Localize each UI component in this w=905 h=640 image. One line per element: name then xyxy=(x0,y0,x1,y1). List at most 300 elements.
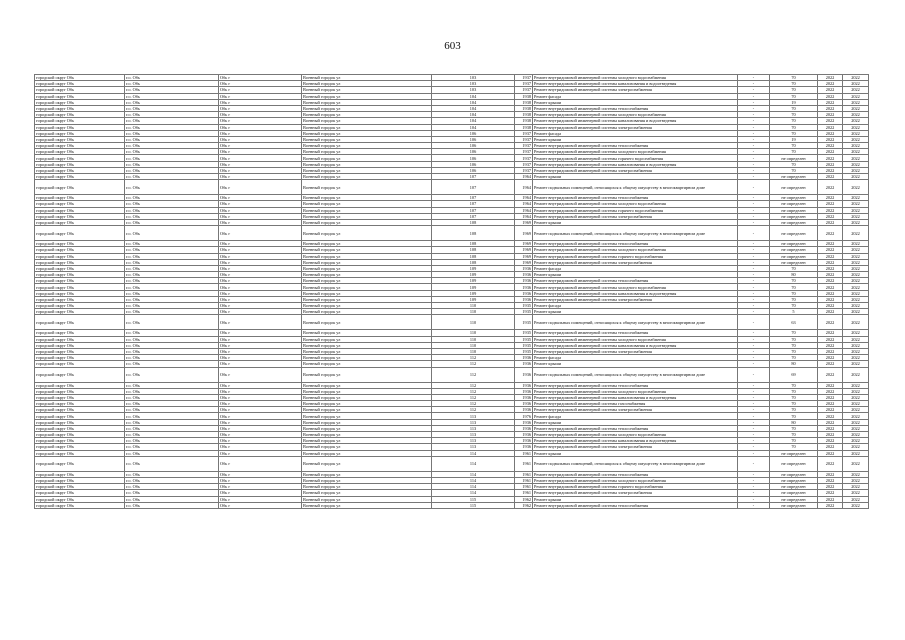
cell-term: 70 xyxy=(770,342,818,348)
cell-end: 2022 xyxy=(843,75,869,81)
cell-end: 2022 xyxy=(843,226,869,241)
cell-dash: - xyxy=(738,213,770,219)
cell-settlement: г.о. Обь xyxy=(125,401,219,407)
cell-end: 2022 xyxy=(843,450,869,456)
cell-work: Ремонт фасада xyxy=(533,265,738,271)
cell-work: Ремонт внутридомовой инженерной системы канализования и водоотведения xyxy=(533,394,738,400)
cell-end: 2022 xyxy=(843,336,869,342)
cell-settlement: г.о. Обь xyxy=(125,241,219,247)
cell-year: 1936 xyxy=(515,432,533,438)
cell-settlement: г.о. Обь xyxy=(125,112,219,118)
cell-year: 1936 xyxy=(515,296,533,302)
cell-dash: - xyxy=(738,87,770,93)
cell-street: Военный городок ул xyxy=(302,167,432,173)
cell-work: Ремонт внутридомовой инженерной системы холодного водоснабжения xyxy=(533,336,738,342)
cell-street: Военный городок ул xyxy=(302,438,432,444)
cell-end: 2022 xyxy=(843,201,869,207)
cell-start: 2022 xyxy=(818,413,843,419)
cell-work: Ремонт крыши xyxy=(533,450,738,456)
cell-start: 2022 xyxy=(818,456,843,471)
cell-locality: Обь г xyxy=(219,143,302,149)
cell-locality: Обь г xyxy=(219,361,302,367)
cell-street: Военный городок ул xyxy=(302,348,432,354)
cell-year: 1976 xyxy=(515,413,533,419)
cell-term: 70 xyxy=(770,167,818,173)
cell-work: Ремонт внутридомовой инженерной системы электроснабжения xyxy=(533,87,738,93)
cell-year: 1936 xyxy=(515,278,533,284)
cell-term: не определен xyxy=(770,253,818,259)
cell-work: Ремонт внутридомовой инженерной системы теплоснабжения xyxy=(533,425,738,431)
cell-settlement: г.о. Обь xyxy=(125,124,219,130)
cell-street: Военный городок ул xyxy=(302,124,432,130)
cell-year: 1961 xyxy=(515,450,533,456)
cell-house: 112 xyxy=(432,394,515,400)
cell-start: 2022 xyxy=(818,93,843,99)
cell-end: 2022 xyxy=(843,432,869,438)
cell-work: Ремонт крыши xyxy=(533,174,738,180)
cell-municipality: городской округ Обь xyxy=(35,444,125,450)
cell-street: Военный городок ул xyxy=(302,309,432,315)
cell-term: 70 xyxy=(770,284,818,290)
cell-year: 1937 xyxy=(515,143,533,149)
cell-house: 114 xyxy=(432,477,515,483)
cell-work: Ремонт крыши xyxy=(533,419,738,425)
cell-municipality: городской округ Обь xyxy=(35,355,125,361)
cell-locality: Обь г xyxy=(219,342,302,348)
cell-house: 112 xyxy=(432,355,515,361)
table-row xyxy=(35,456,869,471)
cell-dash: - xyxy=(738,355,770,361)
cell-street: Военный городок ул xyxy=(302,425,432,431)
cell-term: 70 xyxy=(770,296,818,302)
cell-house: 112 xyxy=(432,382,515,388)
cell-end: 2022 xyxy=(843,361,869,367)
cell-municipality: городской округ Обь xyxy=(35,272,125,278)
cell-street: Военный городок ул xyxy=(302,155,432,161)
cell-house: 107 xyxy=(432,213,515,219)
cell-house: 110 xyxy=(432,309,515,315)
cell-locality: Обь г xyxy=(219,213,302,219)
cell-locality: Обь г xyxy=(219,278,302,284)
cell-term: 70 xyxy=(770,87,818,93)
cell-dash: - xyxy=(738,336,770,342)
cell-end: 2022 xyxy=(843,355,869,361)
cell-settlement: г.о. Обь xyxy=(125,444,219,450)
cell-end: 2022 xyxy=(843,284,869,290)
cell-house: 103 xyxy=(432,75,515,81)
cell-year: 1969 xyxy=(515,226,533,241)
cell-term: 70 xyxy=(770,348,818,354)
cell-street: Военный городок ул xyxy=(302,143,432,149)
cell-term: не определен xyxy=(770,471,818,477)
cell-street: Военный городок ул xyxy=(302,413,432,419)
cell-year: 1935 xyxy=(515,309,533,315)
cell-start: 2022 xyxy=(818,174,843,180)
cell-start: 2022 xyxy=(818,315,843,330)
cell-street: Военный городок ул xyxy=(302,195,432,201)
cell-dash: - xyxy=(738,99,770,105)
cell-end: 2022 xyxy=(843,367,869,382)
cell-end: 2022 xyxy=(843,259,869,265)
cell-settlement: г.о. Обь xyxy=(125,450,219,456)
cell-year: 1961 xyxy=(515,471,533,477)
cell-year: 1964 xyxy=(515,180,533,195)
cell-locality: Обь г xyxy=(219,438,302,444)
cell-municipality: городской округ Обь xyxy=(35,284,125,290)
cell-end: 2022 xyxy=(843,213,869,219)
cell-locality: Обь г xyxy=(219,315,302,330)
cell-municipality: городской округ Обь xyxy=(35,342,125,348)
cell-municipality: городской округ Обь xyxy=(35,303,125,309)
cell-year: 1937 xyxy=(515,136,533,142)
cell-start: 2022 xyxy=(818,143,843,149)
cell-dash: - xyxy=(738,278,770,284)
cell-dash: - xyxy=(738,444,770,450)
cell-house: 104 xyxy=(432,93,515,99)
cell-term: 80 xyxy=(770,272,818,278)
cell-year: 1938 xyxy=(515,112,533,118)
cell-start: 2022 xyxy=(818,471,843,477)
cell-work: Ремонт внутридомовой инженерной системы теплоснабжения xyxy=(533,330,738,336)
cell-dash: - xyxy=(738,330,770,336)
cell-municipality: городской округ Обь xyxy=(35,419,125,425)
cell-start: 2022 xyxy=(818,81,843,87)
cell-house: 106 xyxy=(432,155,515,161)
cell-term: не определен xyxy=(770,241,818,247)
cell-settlement: г.о. Обь xyxy=(125,309,219,315)
cell-locality: Обь г xyxy=(219,241,302,247)
cell-house: 108 xyxy=(432,241,515,247)
cell-term: 70 xyxy=(770,303,818,309)
cell-dash: - xyxy=(738,450,770,456)
cell-work: Ремонт крыши xyxy=(533,136,738,142)
cell-work: Ремонт внутридомовой инженерной системы электроснабжения xyxy=(533,213,738,219)
cell-municipality: городской округ Обь xyxy=(35,105,125,111)
cell-term: не определен xyxy=(770,174,818,180)
cell-street: Военный городок ул xyxy=(302,149,432,155)
cell-street: Военный городок ул xyxy=(302,450,432,456)
cell-year: 1961 xyxy=(515,484,533,490)
cell-work: Ремонт внутридомовой инженерной системы горячего водоснабжения xyxy=(533,484,738,490)
cell-settlement: г.о. Обь xyxy=(125,456,219,471)
cell-year: 1964 xyxy=(515,207,533,213)
cell-dash: - xyxy=(738,180,770,195)
cell-street: Военный городок ул xyxy=(302,315,432,330)
table-row xyxy=(35,502,869,508)
cell-end: 2022 xyxy=(843,99,869,105)
cell-locality: Обь г xyxy=(219,444,302,450)
cell-house: 114 xyxy=(432,456,515,471)
cell-municipality: городской округ Обь xyxy=(35,456,125,471)
cell-municipality: городской округ Обь xyxy=(35,112,125,118)
cell-street: Военный городок ул xyxy=(302,394,432,400)
cell-house: 106 xyxy=(432,136,515,142)
cell-end: 2022 xyxy=(843,118,869,124)
cell-settlement: г.о. Обь xyxy=(125,130,219,136)
cell-end: 2022 xyxy=(843,502,869,508)
cell-year: 1937 xyxy=(515,149,533,155)
cell-street: Военный городок ул xyxy=(302,407,432,413)
cell-locality: Обь г xyxy=(219,388,302,394)
cell-start: 2022 xyxy=(818,290,843,296)
cell-house: 104 xyxy=(432,105,515,111)
cell-end: 2022 xyxy=(843,309,869,315)
cell-street: Военный городок ул xyxy=(302,361,432,367)
cell-settlement: г.о. Обь xyxy=(125,174,219,180)
cell-street: Военный городок ул xyxy=(302,253,432,259)
cell-locality: Обь г xyxy=(219,149,302,155)
cell-year: 1938 xyxy=(515,99,533,105)
cell-dash: - xyxy=(738,419,770,425)
cell-house: 106 xyxy=(432,130,515,136)
cell-settlement: г.о. Обь xyxy=(125,419,219,425)
cell-municipality: городской округ Обь xyxy=(35,450,125,456)
cell-settlement: г.о. Обь xyxy=(125,272,219,278)
cell-street: Военный городок ул xyxy=(302,201,432,207)
cell-street: Военный городок ул xyxy=(302,174,432,180)
cell-locality: Обь г xyxy=(219,253,302,259)
cell-work: Ремонт внутридомовой инженерной системы канализования и водоотведения xyxy=(533,81,738,87)
cell-work: Ремонт фасада xyxy=(533,130,738,136)
cell-term: 70 xyxy=(770,105,818,111)
cell-end: 2022 xyxy=(843,394,869,400)
cell-work: Ремонт внутридомовой инженерной системы холодного водоснабжения xyxy=(533,75,738,81)
cell-house: 110 xyxy=(432,303,515,309)
cell-dash: - xyxy=(738,272,770,278)
cell-end: 2022 xyxy=(843,81,869,87)
cell-locality: Обь г xyxy=(219,167,302,173)
cell-dash: - xyxy=(738,348,770,354)
cell-dash: - xyxy=(738,241,770,247)
cell-dash: - xyxy=(738,490,770,496)
cell-municipality: городской округ Обь xyxy=(35,167,125,173)
cell-term: 70 xyxy=(770,330,818,336)
cell-end: 2022 xyxy=(843,456,869,471)
cell-dash: - xyxy=(738,75,770,81)
cell-settlement: г.о. Обь xyxy=(125,253,219,259)
cell-municipality: городской округ Обь xyxy=(35,296,125,302)
cell-settlement: г.о. Обь xyxy=(125,336,219,342)
cell-locality: Обь г xyxy=(219,330,302,336)
cell-locality: Обь г xyxy=(219,450,302,456)
cell-street: Военный городок ул xyxy=(302,241,432,247)
cell-dash: - xyxy=(738,143,770,149)
cell-locality: Обь г xyxy=(219,272,302,278)
cell-dash: - xyxy=(738,303,770,309)
cell-settlement: г.о. Обь xyxy=(125,265,219,271)
cell-locality: Обь г xyxy=(219,348,302,354)
cell-street: Военный городок ул xyxy=(302,303,432,309)
cell-work: Ремонт фасада xyxy=(533,355,738,361)
cell-start: 2022 xyxy=(818,330,843,336)
cell-house: 109 xyxy=(432,265,515,271)
cell-street: Военный городок ул xyxy=(302,112,432,118)
cell-work: Ремонт внутридомовой инженерной системы холодного водоснабжения xyxy=(533,201,738,207)
cell-year: 1937 xyxy=(515,167,533,173)
cell-house: 103 xyxy=(432,87,515,93)
cell-dash: - xyxy=(738,438,770,444)
cell-street: Военный городок ул xyxy=(302,284,432,290)
cell-start: 2022 xyxy=(818,112,843,118)
cell-street: Военный городок ул xyxy=(302,278,432,284)
cell-municipality: городской округ Обь xyxy=(35,155,125,161)
cell-settlement: г.о. Обь xyxy=(125,342,219,348)
cell-term: 70 xyxy=(770,112,818,118)
cell-dash: - xyxy=(738,195,770,201)
cell-municipality: городской округ Обь xyxy=(35,330,125,336)
cell-house: 113 xyxy=(432,419,515,425)
cell-settlement: г.о. Обь xyxy=(125,213,219,219)
cell-street: Военный городок ул xyxy=(302,207,432,213)
cell-start: 2022 xyxy=(818,394,843,400)
cell-locality: Обь г xyxy=(219,413,302,419)
cell-work: Ремонт внутридомовой инженерной системы холодного водоснабжения xyxy=(533,477,738,483)
cell-street: Военный городок ул xyxy=(302,130,432,136)
cell-settlement: г.о. Обь xyxy=(125,136,219,142)
cell-year: 1937 xyxy=(515,130,533,136)
cell-locality: Обь г xyxy=(219,490,302,496)
cell-locality: Обь г xyxy=(219,394,302,400)
cell-term: 70 xyxy=(770,143,818,149)
cell-dash: - xyxy=(738,367,770,382)
cell-locality: Обь г xyxy=(219,99,302,105)
cell-work: Ремонт внутридомовой инженерной системы горячего водоснабжения xyxy=(533,253,738,259)
cell-locality: Обь г xyxy=(219,336,302,342)
cell-year: 1936 xyxy=(515,419,533,425)
cell-settlement: г.о. Обь xyxy=(125,219,219,225)
cell-year: 1961 xyxy=(515,456,533,471)
cell-street: Военный городок ул xyxy=(302,355,432,361)
cell-year: 1936 xyxy=(515,388,533,394)
cell-end: 2022 xyxy=(843,278,869,284)
cell-start: 2022 xyxy=(818,336,843,342)
cell-house: 106 xyxy=(432,149,515,155)
cell-year: 1936 xyxy=(515,272,533,278)
cell-start: 2022 xyxy=(818,407,843,413)
cell-locality: Обь г xyxy=(219,136,302,142)
cell-start: 2022 xyxy=(818,303,843,309)
cell-house: 106 xyxy=(432,143,515,149)
cell-locality: Обь г xyxy=(219,401,302,407)
cell-dash: - xyxy=(738,471,770,477)
cell-year: 1961 xyxy=(515,477,533,483)
cell-start: 2022 xyxy=(818,382,843,388)
cell-dash: - xyxy=(738,93,770,99)
cell-settlement: г.о. Обь xyxy=(125,382,219,388)
cell-street: Военный городок ул xyxy=(302,456,432,471)
cell-street: Военный городок ул xyxy=(302,444,432,450)
cell-house: 114 xyxy=(432,484,515,490)
cell-end: 2022 xyxy=(843,438,869,444)
cell-municipality: городской округ Обь xyxy=(35,265,125,271)
cell-house: 109 xyxy=(432,290,515,296)
cell-house: 112 xyxy=(432,367,515,382)
cell-year: 1936 xyxy=(515,401,533,407)
cell-work: Ремонт внутридомовой инженерной системы теплоснабжения xyxy=(533,241,738,247)
cell-dash: - xyxy=(738,296,770,302)
cell-work: Ремонт внутридомовой инженерной системы холодного водоснабжения xyxy=(533,247,738,253)
cell-term: не определен xyxy=(770,450,818,456)
cell-end: 2022 xyxy=(843,241,869,247)
cell-dash: - xyxy=(738,112,770,118)
cell-municipality: городской округ Обь xyxy=(35,81,125,87)
cell-municipality: городской округ Обь xyxy=(35,149,125,155)
cell-locality: Обь г xyxy=(219,219,302,225)
cell-dash: - xyxy=(738,484,770,490)
cell-start: 2022 xyxy=(818,388,843,394)
cell-year: 1936 xyxy=(515,367,533,382)
cell-settlement: г.о. Обь xyxy=(125,93,219,99)
cell-settlement: г.о. Обь xyxy=(125,496,219,502)
cell-locality: Обь г xyxy=(219,303,302,309)
cell-term: 70 xyxy=(770,438,818,444)
cell-house: 112 xyxy=(432,388,515,394)
cell-dash: - xyxy=(738,388,770,394)
cell-dash: - xyxy=(738,118,770,124)
cell-term: не определен xyxy=(770,155,818,161)
cell-start: 2022 xyxy=(818,425,843,431)
cell-municipality: городской округ Обь xyxy=(35,124,125,130)
cell-term: 19 xyxy=(770,99,818,105)
cell-start: 2022 xyxy=(818,75,843,81)
cell-start: 2022 xyxy=(818,180,843,195)
table-row xyxy=(35,180,869,195)
cell-dash: - xyxy=(738,105,770,111)
cell-term: не определен xyxy=(770,201,818,207)
cell-end: 2022 xyxy=(843,484,869,490)
cell-municipality: городской округ Обь xyxy=(35,496,125,502)
cell-term: 70 xyxy=(770,355,818,361)
cell-year: 1969 xyxy=(515,247,533,253)
cell-locality: Обь г xyxy=(219,201,302,207)
cell-end: 2022 xyxy=(843,161,869,167)
cell-year: 1935 xyxy=(515,303,533,309)
cell-locality: Обь г xyxy=(219,355,302,361)
cell-term: 70 xyxy=(770,149,818,155)
cell-start: 2022 xyxy=(818,213,843,219)
cell-end: 2022 xyxy=(843,105,869,111)
cell-work: Ремонт внутридомовой инженерной системы горячего водоснабжения xyxy=(533,155,738,161)
cell-street: Военный городок ул xyxy=(302,484,432,490)
cell-municipality: городской округ Обь xyxy=(35,388,125,394)
cell-year: 1938 xyxy=(515,93,533,99)
cell-dash: - xyxy=(738,496,770,502)
table-row xyxy=(35,226,869,241)
cell-start: 2022 xyxy=(818,419,843,425)
cell-municipality: городской округ Обь xyxy=(35,336,125,342)
cell-start: 2022 xyxy=(818,309,843,315)
cell-work: Ремонт внутридомовой инженерной системы холодного водоснабжения xyxy=(533,432,738,438)
cell-street: Военный городок ул xyxy=(302,81,432,87)
cell-work: Ремонт крыши xyxy=(533,219,738,225)
cell-house: 106 xyxy=(432,167,515,173)
cell-house: 103 xyxy=(432,81,515,87)
cell-year: 1936 xyxy=(515,355,533,361)
page-number: 603 xyxy=(444,40,461,52)
cell-street: Военный городок ул xyxy=(302,118,432,124)
cell-settlement: г.о. Обь xyxy=(125,303,219,309)
cell-street: Военный городок ул xyxy=(302,213,432,219)
cell-end: 2022 xyxy=(843,413,869,419)
cell-term: 63 xyxy=(770,315,818,330)
cell-start: 2022 xyxy=(818,355,843,361)
cell-term: 70 xyxy=(770,407,818,413)
cell-term: не определен xyxy=(770,496,818,502)
cell-municipality: городской округ Обь xyxy=(35,348,125,354)
cell-municipality: городской округ Обь xyxy=(35,259,125,265)
cell-dash: - xyxy=(738,226,770,241)
cell-work: Ремонт крыши xyxy=(533,309,738,315)
